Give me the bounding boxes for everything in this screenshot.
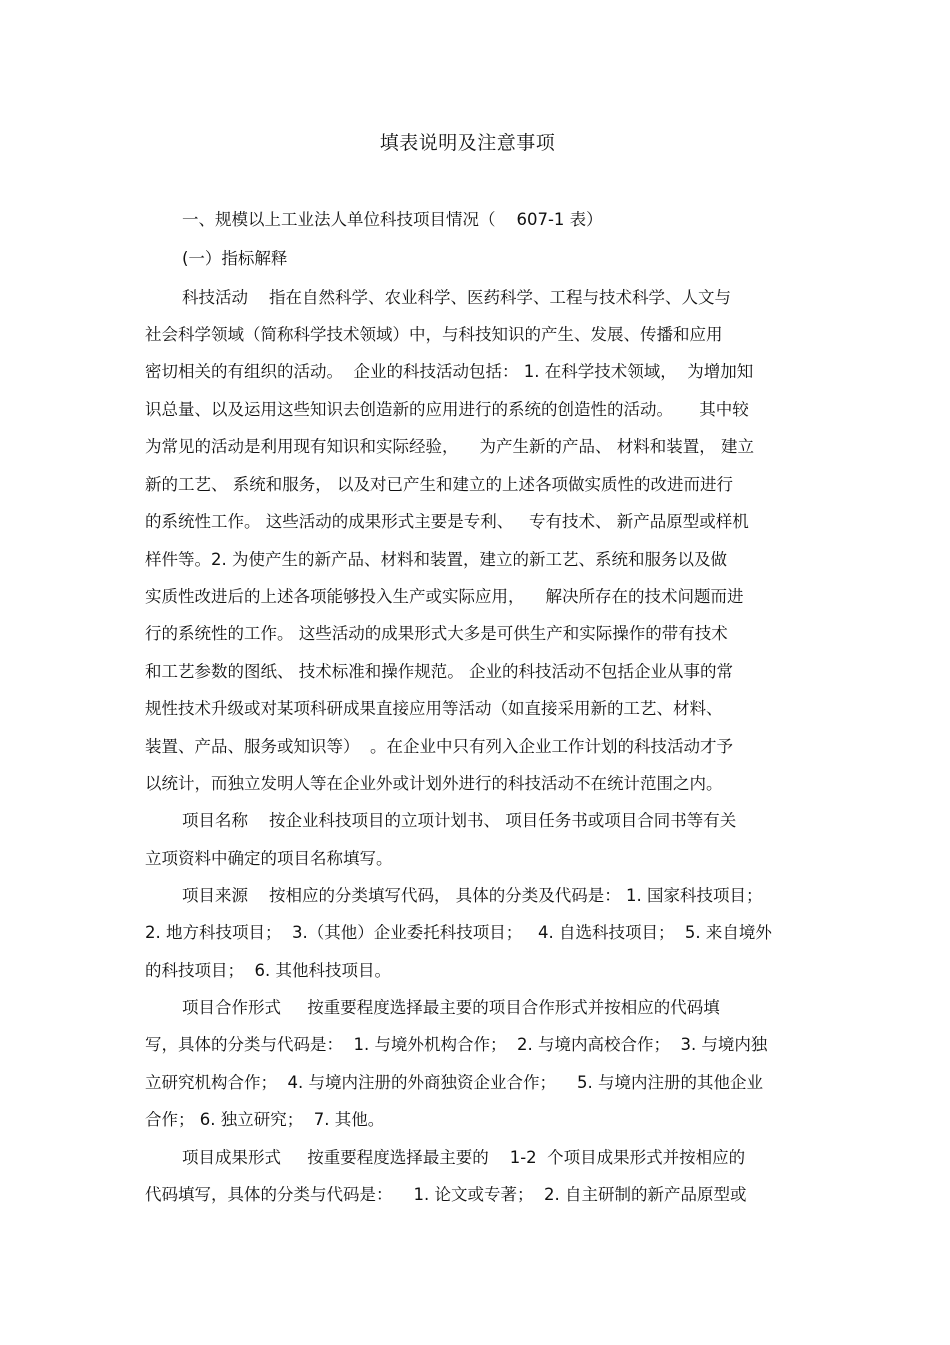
body-line: 的系统性工作。 这些活动的成果形式主要是专利、 专有技术、 新产品原型或样机 [145, 512, 749, 531]
body-line: 实质性改进后的上述各项能够投入生产或实际应用， 解决所存在的技术问题而进 [145, 587, 744, 606]
body-line: 样件等。2. 为使产生的新产品、材料和装置，建立的新工艺、系统和服务以及做 [145, 550, 727, 569]
body-line: 规性技术升级或对某项科研成果直接应用等活动（如直接采用新的工艺、材料、 [145, 699, 723, 718]
document-title: 填表说明及注意事项 [379, 132, 556, 154]
body-line: 项目成果形式 按重要程度选择最主要的 1-2 个项目成果形式并按相应的 [182, 1148, 746, 1167]
body-line: 科技活动 指在自然科学、农业科学、医药科学、工程与技术科学、人文与 [182, 288, 731, 307]
body-line: 项目来源 按相应的分类填写代码， 具体的分类及代码是： 1. 国家科技项目； [182, 886, 763, 905]
body-line: 合作； 6. 独立研究； 7. 其他。 [145, 1110, 385, 1129]
body-line: 为常见的活动是利用现有知识和实际经验， 为产生新的产品、 材料和装置， 建立 [145, 437, 754, 456]
body-line: 2. 地方科技项目； 3.（其他）企业委托科技项目； 4. 自选科技项目； 5. 来自境外 [145, 923, 772, 942]
body-line: 的科技项目； 6. 其他科技项目。 [145, 961, 391, 980]
body-line: 项目合作形式 按重要程度选择最主要的项目合作形式并按相应的代码填 [182, 998, 720, 1017]
body-line: 立研究机构合作； 4. 与境内注册的外商独资企业合作； 5. 与境内注册的其他企业 [145, 1073, 763, 1092]
body-line: 识总量、以及运用这些知识去创造新的应用进行的系统的创造性的活动。 其中较 [145, 400, 749, 419]
body-line: 写，具体的分类与代码是： 1. 与境外机构合作； 2. 与境内高校合作； 3. 与境内独 [145, 1035, 768, 1054]
body-line: 和工艺参数的图纸、 技术标准和操作规范。 企业的科技活动不包括企业从事的常 [145, 662, 733, 681]
body-line: 密切相关的有组织的活动。 企业的科技活动包括： 1. 在科学技术领域， 为增加知 [145, 362, 754, 381]
body-line: 社会科学领域（简称科学技术领域）中，与科技知识的产生、发展、传播和应用 [145, 325, 723, 344]
body-line: 立项资料中确定的项目名称填写。 [145, 849, 393, 868]
body-line: 代码填写，具体的分类与代码是： 1. 论文或专著； 2. 自主研制的新产品原型或 [145, 1185, 747, 1204]
body-line: 装置、产品、服务或知识等） 。在企业中只有列入企业工作计划的科技活动才予 [145, 737, 733, 756]
body-line: 项目名称 按企业科技项目的立项计划书、 项目任务书或项目合同书等有关 [182, 811, 737, 830]
subsection-heading: (一）指标解释 [182, 249, 288, 268]
body-line: 以统计，而独立发明人等在企业外或计划外进行的科技活动不在统计范围之内。 [145, 774, 723, 793]
section-heading: 一、规模以上工业法人单位科技项目情况（ 607-1 表） [182, 210, 603, 229]
body-line: 行的系统性的工作。 这些活动的成果形式大多是可供生产和实际操作的带有技术 [145, 624, 728, 643]
body-line: 新的工艺、 系统和服务， 以及对已产生和建立的上述各项做实质性的改进而进行 [145, 475, 733, 494]
